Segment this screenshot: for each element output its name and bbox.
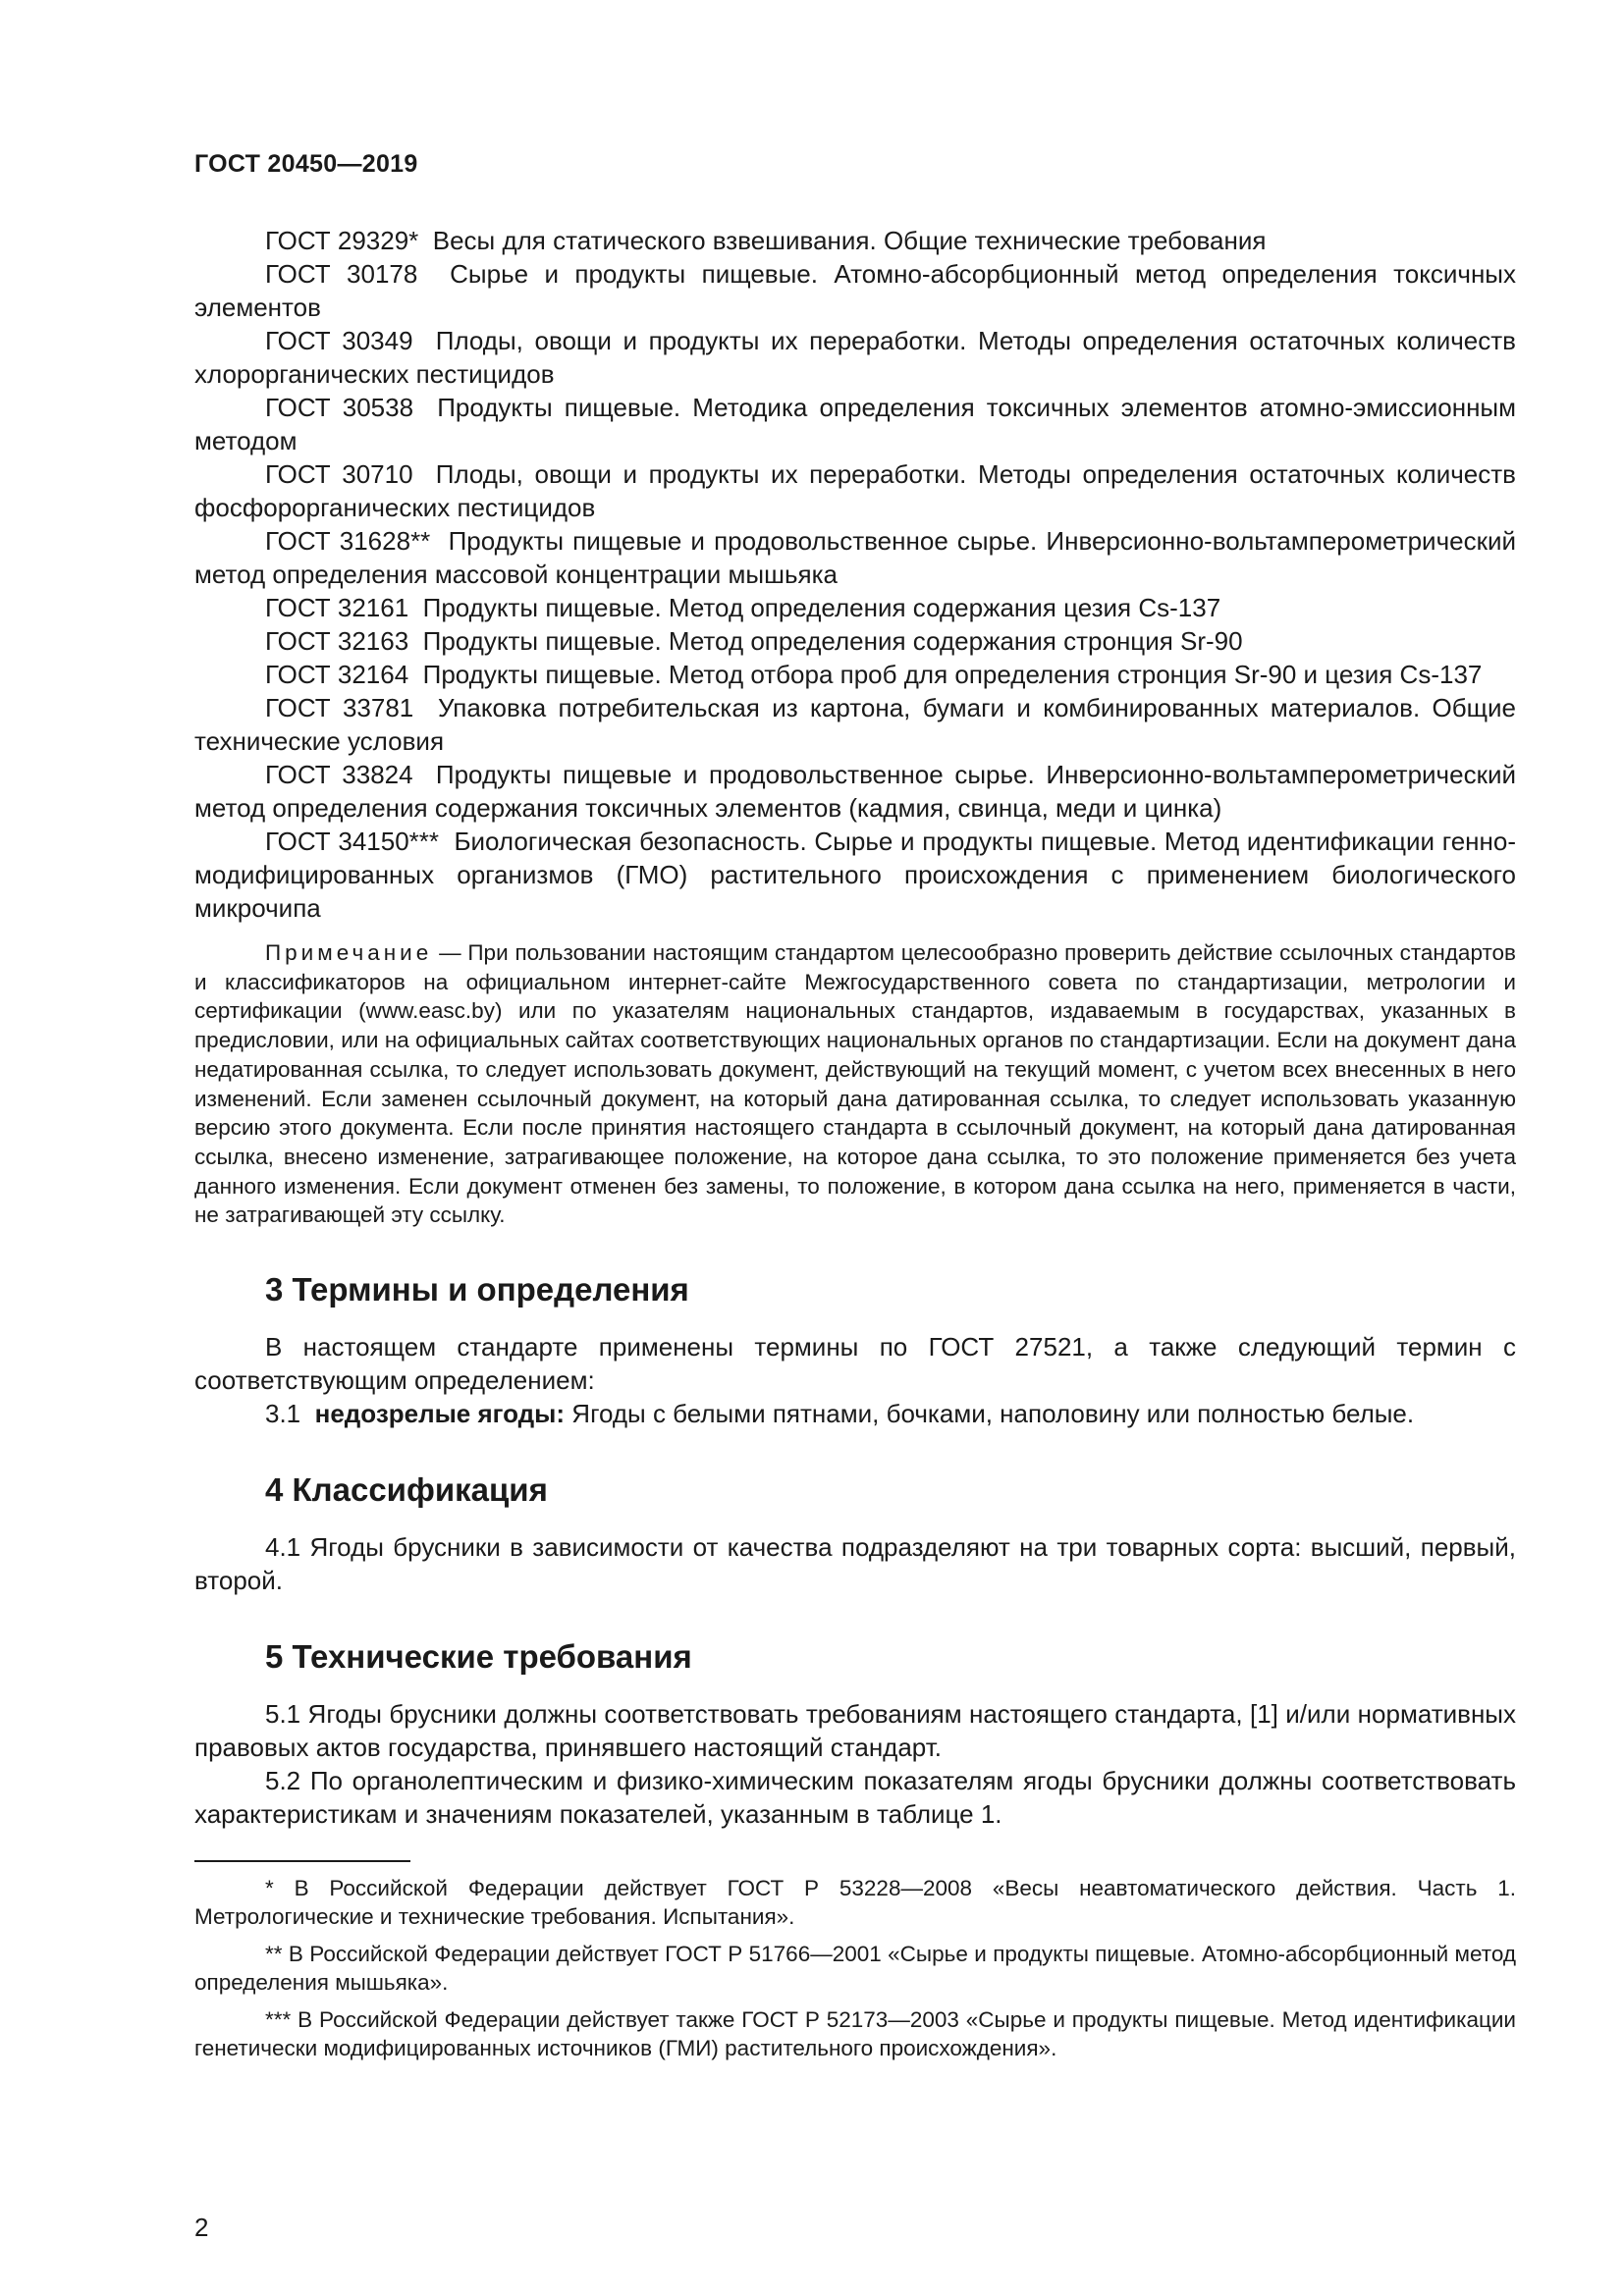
note-text: — При пользовании настоящим стандартом целесообразно проверить действие ссылочных стандартов и классификаторов на официальном интернет-сайте Межгосударственного совета по стандартизации, метрологии и сертификации (www.easc.by) или по указателям национальных стандартов, издаваемым в государствах, указанных в предисловии, или на официальных сайтах соответствующих национальных органов по стандартизации. Если на документ дана недатированная ссылка, то следует использовать документ, действующий на текущий момент, с учетом всех внесенных в него изменений. Если заменен ссылочный документ, на который дана датированная ссылка, то следует использовать указанную версию этого документа. Если после принятия настоящего стандарта в ссылочный документ, на который дана датированная ссылка, внесено изменение, затрагивающее положение, на которое дана ссылка, то это положение применяется без учета данного изменения. Если документ отменен без замены, то положение, в котором дана ссылка на него, применяется в части, не затрагивающей эту ссылку. <box>194 940 1516 1228</box>
page-number: 2 <box>194 2213 209 2242</box>
reference-entry <box>194 825 1516 925</box>
terms-intro: В настоящем стандарте применены термины по ГОСТ 27521, а также следующий термин с соответствующим определением: <box>194 1332 1516 1396</box>
section-heading-terms: 3 Термины и определения <box>265 1271 689 1308</box>
reference-entry <box>194 524 1516 591</box>
section-heading-technical-requirements: 5 Технические требования <box>265 1638 692 1676</box>
reference-title: Упаковка потребительская из картона, бумаги и комбинированных материалов. Общие технические условия <box>194 693 1516 756</box>
reference-code: ГОСТ 30349 <box>265 326 413 355</box>
requirements-paragraph: 5.2 По органолептическим и физико-химическим показателям ягоды брусники должны соответствовать характеристикам и значениям показателей, указанным в таблице 1. <box>194 1766 1516 1830</box>
requirements-paragraph: 5.1 Ягоды брусники должны соответствовать требованиям настоящего стандарта, [1] и/или нормативных правовых актов государства, принявшего настоящий стандарт. <box>194 1699 1516 1763</box>
reference-title: Продукты пищевые. Метод определения содержания цезия Cs-137 <box>422 593 1221 622</box>
reference-title: Весы для статического взвешивания. Общие технические требования <box>432 226 1267 255</box>
reference-code: ГОСТ 30178 <box>265 259 418 289</box>
reference-entry <box>194 324 1516 391</box>
reference-title: Продукты пищевые и продовольственное сырье. Инверсионно-вольтамперометрический метод определения содержания токсичных элементов (кадмия, свинца, меди и цинка) <box>194 760 1516 823</box>
footnote: ** В Российской Федерации действует ГОСТ Р 51766—2001 «Сырье и продукты пищевые. Атомно-абсорбционный метод определения мышьяка». <box>194 1942 1516 1996</box>
reference-title: Продукты пищевые и продовольственное сырье. Инверсионно-вольтамперометрический метод определения массовой концентрации мышьяка <box>194 526 1517 589</box>
reference-code: ГОСТ 32164 <box>265 660 409 689</box>
reference-code: ГОСТ 32163 <box>265 626 409 656</box>
reference-title: Продукты пищевые. Методика определения токсичных элементов атомно-эмиссионным методом <box>194 393 1516 455</box>
reference-title: Сырье и продукты пищевые. Атомно-абсорбционный метод определения токсичных элементов <box>194 259 1516 322</box>
reference-title: Продукты пищевые. Метод определения содержания стронция Sr-90 <box>422 626 1243 656</box>
reference-title: Плоды, овощи и продукты их переработки. Методы определения остаточных количеств хлорорганических пестицидов <box>194 326 1516 389</box>
section-heading-classification: 4 Классификация <box>265 1471 548 1509</box>
reference-entry <box>194 224 1516 257</box>
reference-code: ГОСТ 30710 <box>265 459 413 489</box>
reference-entry <box>194 624 1516 658</box>
reference-entry <box>194 457 1516 524</box>
reference-code: ГОСТ 33824 <box>265 760 413 789</box>
reference-entry <box>194 257 1516 324</box>
reference-code: ГОСТ 33781 <box>265 693 414 722</box>
note-label: Примечание <box>265 940 433 965</box>
reference-code: ГОСТ 31628** <box>265 526 431 556</box>
note-paragraph <box>194 938 1516 1230</box>
reference-title: Биологическая безопасность. Сырье и продукты пищевые. Метод идентификации генно-модифицированных организмов (ГМО) растительного происхождения с применением биологического микрочипа <box>194 827 1516 923</box>
reference-title: Продукты пищевые. Метод отбора проб для определения стронция Sr-90 и цезия Cs-137 <box>422 660 1483 689</box>
reference-title: Плоды, овощи и продукты их переработки. Методы определения остаточных количеств фосфорорганических пестицидов <box>194 459 1516 522</box>
reference-entry <box>194 591 1516 624</box>
footnote: *** В Российской Федерации действует также ГОСТ Р 52173—2003 «Сырье и продукты пищевые. Метод идентификации генетически модифицированных источников (ГМИ) растительного происхождения». <box>194 2007 1516 2061</box>
classification-paragraph: 4.1 Ягоды брусники в зависимости от качества подразделяют на три товарных сорта: высший, первый, второй. <box>194 1532 1516 1596</box>
reference-code: ГОСТ 32161 <box>265 593 409 622</box>
footnote-divider <box>194 1860 410 1862</box>
term-number: 3.1 <box>265 1399 301 1429</box>
reference-code: ГОСТ 29329* <box>265 226 419 255</box>
reference-entry <box>194 391 1516 457</box>
term-definition-text: Ягоды с белыми пятнами, бочками, наполовину или полностью белые. <box>571 1399 1415 1429</box>
reference-entry <box>194 658 1516 691</box>
footnote: * В Российской Федерации действует ГОСТ Р 53228—2008 «Весы неавтоматического действия. Часть 1. Метрологические и технические требования. Испытания». <box>194 1876 1516 1930</box>
reference-code: ГОСТ 30538 <box>265 393 414 422</box>
reference-entry <box>194 691 1516 758</box>
term-name: недозрелые ягоды: <box>314 1399 566 1429</box>
reference-entry <box>194 758 1516 825</box>
document-body <box>194 224 1516 2071</box>
page-header-standard-id: ГОСТ 20450—2019 <box>194 150 418 178</box>
term-definition <box>194 1397 1516 1430</box>
reference-code: ГОСТ 34150*** <box>265 827 440 856</box>
